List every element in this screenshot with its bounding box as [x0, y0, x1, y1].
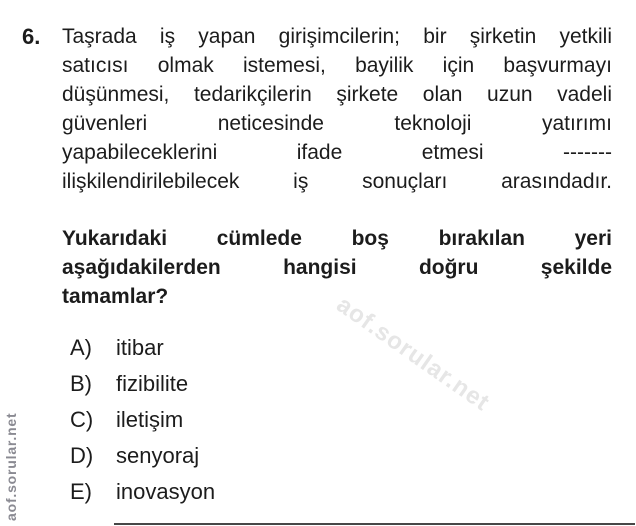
question-body	[62, 22, 612, 196]
option-letter: D)	[70, 443, 94, 468]
question-prompt	[62, 224, 612, 311]
question-body-line: düşünmesi, tedarikçilerin şirkete olan uzun vadeli	[62, 82, 612, 106]
option-text: iletişim	[116, 407, 184, 432]
question-prompt-line: aşağıdakilerden hangisi doğru şekilde	[62, 255, 612, 279]
option-letter: E)	[70, 479, 92, 504]
option-text: inovasyon	[116, 479, 216, 504]
option-row-a	[70, 330, 215, 366]
option-text: senyoraj	[116, 443, 200, 468]
option-row-c	[70, 402, 215, 438]
option-letter: C)	[70, 407, 94, 432]
option-row-b	[70, 366, 215, 402]
options-list	[70, 330, 215, 510]
question-body-line: güvenleri neticesinde teknoloji yatırımı	[62, 111, 612, 135]
question-prompt-line: Yukarıdaki cümlede boş bırakılan yeri	[62, 226, 612, 250]
option-row-d	[70, 438, 215, 474]
option-letter: B)	[70, 371, 92, 396]
question-number: 6.	[22, 24, 41, 49]
question-body-line: ilişkilendirilebilecek iş sonuçları arasındadır.	[62, 169, 612, 193]
option-letter: A)	[70, 335, 92, 360]
option-text: itibar	[116, 335, 164, 360]
question-prompt-line: tamamlar?	[62, 284, 169, 308]
option-text: fizibilite	[116, 371, 189, 396]
question-body-line: satıcısı olmak istemesi, bayilik için başvurmayı	[62, 53, 612, 77]
bottom-divider-line	[114, 523, 635, 525]
option-row-e	[70, 474, 215, 510]
watermark-diagonal: aof.sorular.net	[331, 291, 495, 417]
watermark-left-vertical: aof.sorular.net	[3, 412, 19, 521]
question-body-line: yapabileceklerini ifade etmesi -------	[62, 140, 612, 164]
question-body-line: Taşrada iş yapan girişimcilerin; bir şirketin yetkili	[62, 24, 612, 48]
